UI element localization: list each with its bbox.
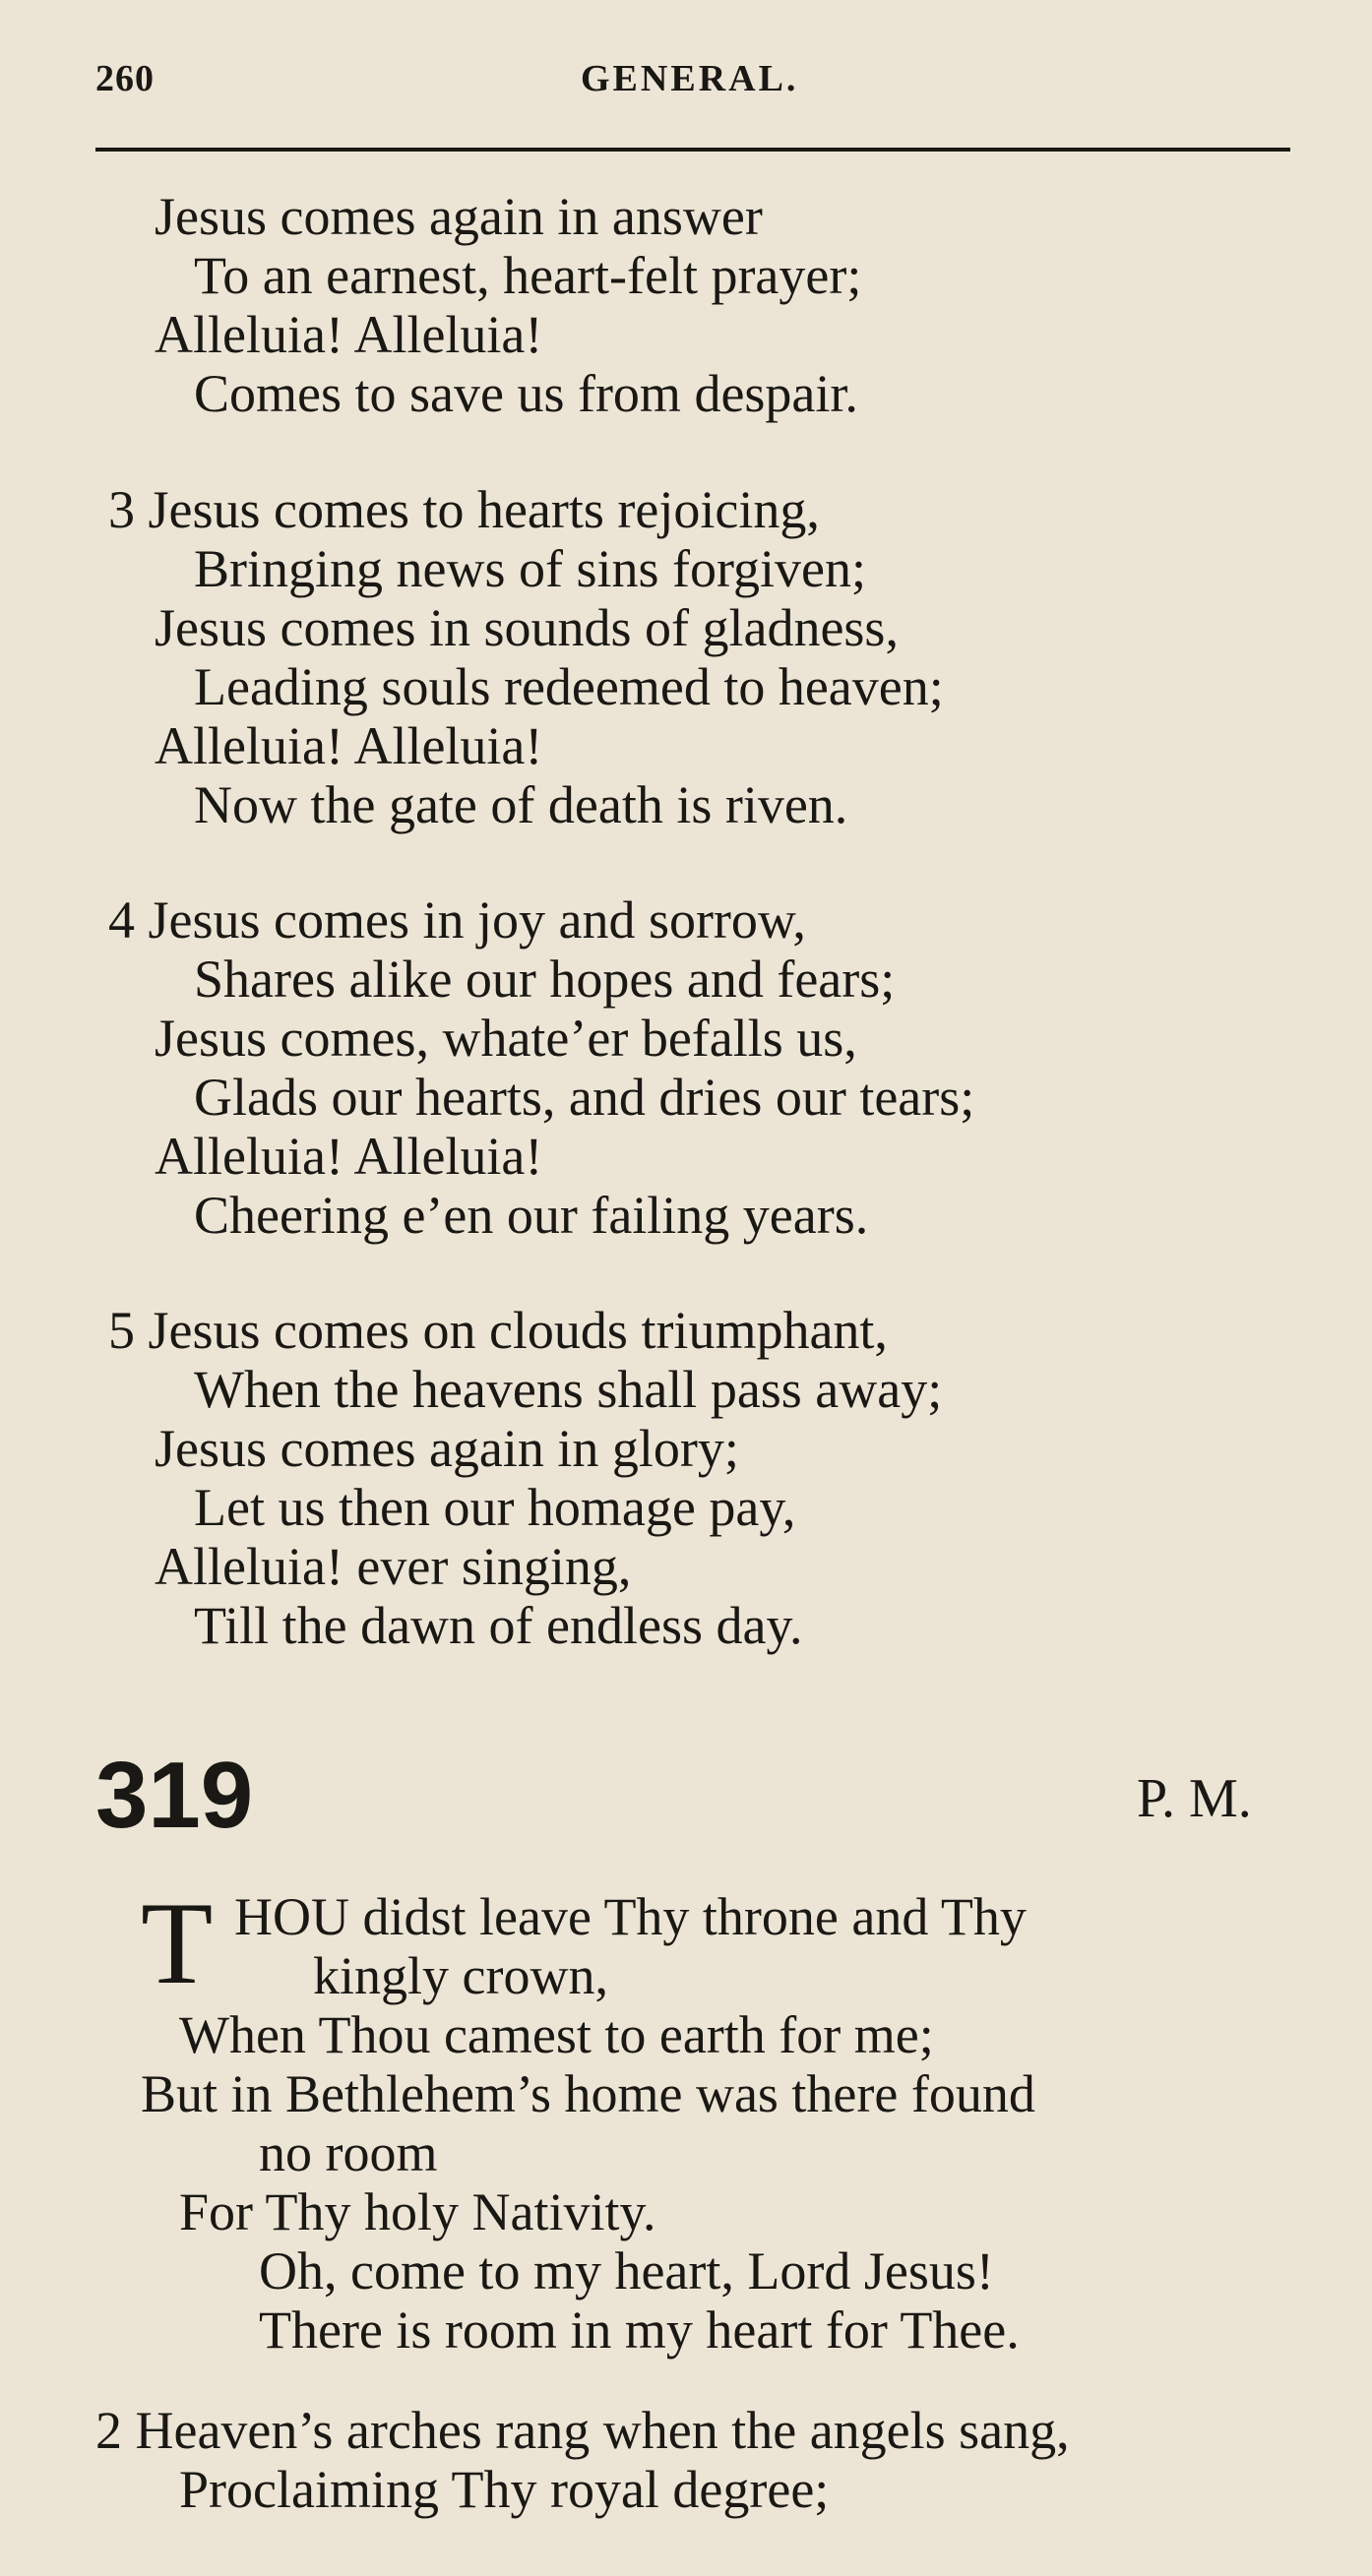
verse-line: Let us then our homage pay, [194, 1478, 796, 1537]
verse-line: There is room in my heart for Thee. [259, 2300, 1020, 2360]
verse-line: Alleluia! Alleluia! [155, 1127, 543, 1186]
verse-line: Glads our hearts, and dries our tears; [194, 1068, 975, 1127]
hymn-meter: P. M. [1137, 1768, 1252, 1829]
verse-line: Cheering e’en our failing years. [194, 1186, 869, 1245]
verse-line: Oh, come to my heart, Lord Jesus! [259, 2241, 994, 2300]
verse-line: Alleluia! ever singing, [155, 1537, 632, 1596]
verse-line: Bringing news of sins forgiven; [194, 539, 866, 598]
verse-line: Now the gate of death is riven. [194, 775, 848, 834]
verse-line: kingly crown, [313, 1946, 608, 2005]
verse-line: no room [259, 2123, 438, 2182]
verse-line: Jesus comes in sounds of gladness, [155, 598, 899, 657]
drop-cap: T [141, 1877, 214, 2008]
verse-line: 2 Heaven’s arches rang when the angels sang, [95, 2401, 1070, 2460]
hymn-number: 319 [95, 1743, 254, 1848]
verse-line: 4 Jesus comes in joy and sorrow, [108, 890, 806, 950]
verse-line: Till the dawn of endless day. [194, 1596, 803, 1655]
section-title: GENERAL. [581, 58, 799, 99]
header-rule [95, 148, 1290, 152]
verse-line: Leading souls redeemed to heaven; [194, 657, 944, 716]
verse-line: For Thy holy Nativity. [179, 2182, 656, 2241]
verse-line: Shares alike our hopes and fears; [194, 950, 896, 1009]
verse-line: Alleluia! Alleluia! [155, 305, 543, 364]
verse-line: HOU didst leave Thy throne and Thy [234, 1887, 1027, 1946]
verse-line: Jesus comes again in answer [155, 187, 763, 246]
verse-line: When Thou camest to earth for me; [179, 2005, 934, 2064]
verse-line: Jesus comes, whate’er befalls us, [155, 1009, 857, 1068]
verse-line: But in Bethlehem’s home was there found [141, 2064, 1035, 2123]
page-number: 260 [95, 58, 155, 99]
verse-line: Alleluia! Alleluia! [155, 716, 543, 775]
verse-line: Proclaiming Thy royal degree; [179, 2460, 830, 2519]
verse-line: 3 Jesus comes to hearts rejoicing, [108, 480, 820, 539]
verse-line: To an earnest, heart-felt prayer; [194, 246, 862, 305]
verse-line: Jesus comes again in glory; [155, 1419, 739, 1478]
verse-line: Comes to save us from despair. [194, 364, 858, 423]
verse-line: When the heavens shall pass away; [194, 1360, 943, 1419]
verse-line: 5 Jesus comes on clouds triumphant, [108, 1301, 888, 1360]
